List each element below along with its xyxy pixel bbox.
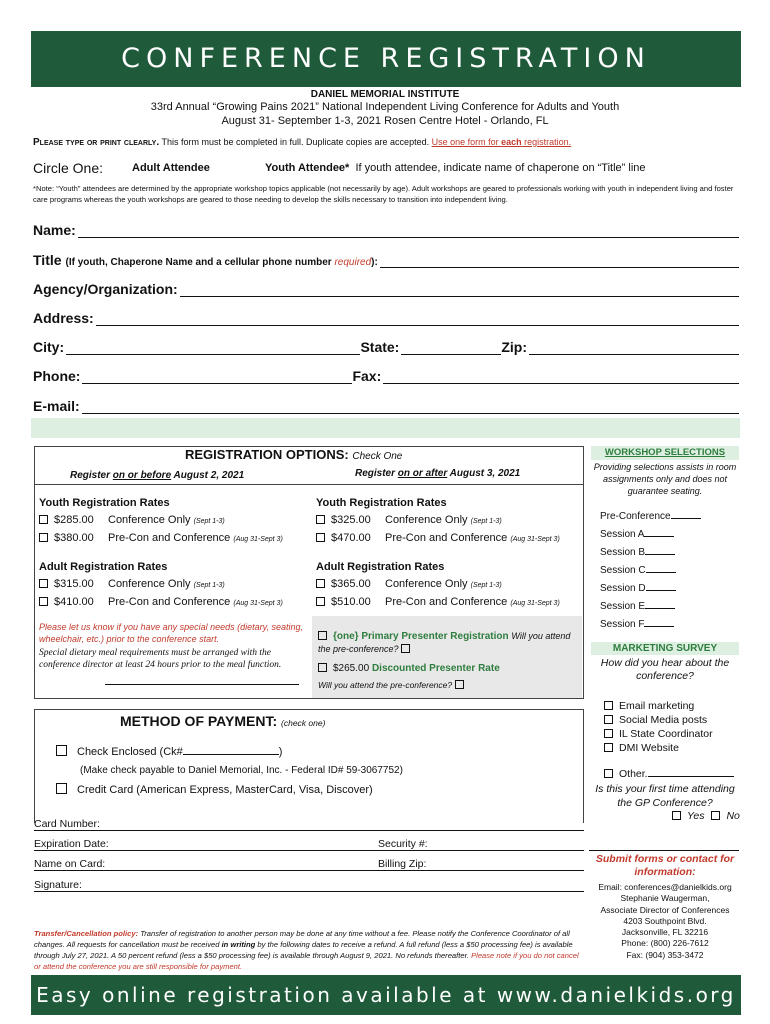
late-youth-precon-option[interactable]: $470.00 Pre-Con and Conference (Aug 31-Sept 3): [316, 532, 560, 544]
contact-heading: Submit forms or contact for information:: [595, 853, 735, 878]
checkbox[interactable]: [604, 743, 613, 752]
special-needs-text: Please let us know if you have any special needs (dietary, seating, wheelchair, etc.) prior to the conference start.: [39, 622, 303, 644]
zip-input[interactable]: [529, 340, 739, 355]
workshop-pre-conference[interactable]: Pre-Conference: [600, 511, 740, 529]
late-adult-heading: Adult Registration Rates: [316, 561, 445, 573]
late-adult-conf-option[interactable]: $365.00 Conference Only (Sept 1-3): [316, 578, 502, 590]
contact-email[interactable]: Email: conferences@danielkids.org: [598, 882, 732, 892]
adult-attendee-option[interactable]: Adult Attendee: [132, 162, 210, 174]
phone-fax-row: Phone: Fax:: [33, 364, 739, 384]
survey-option-dmi[interactable]: DMI Website: [604, 741, 713, 755]
pay-by-check-option[interactable]: Check Enclosed (Ck# ): [56, 745, 282, 758]
phone-input[interactable]: [82, 369, 352, 384]
page-title: CONFERENCE REGISTRATION: [31, 31, 741, 87]
title-field[interactable]: Title (If youth, Chaperone Name and a cellular phone number required):: [33, 248, 739, 268]
checkbox[interactable]: [672, 811, 681, 820]
checkbox[interactable]: [39, 533, 48, 542]
contact-phone: Phone: (800) 226-7612: [621, 938, 709, 949]
presenter-option[interactable]: {one} Primary Presenter Registration Will you attend the pre-conference?: [318, 631, 571, 654]
late-youth-heading: Youth Registration Rates: [316, 497, 447, 509]
survey-option-il-state[interactable]: IL State Coordinator: [604, 727, 713, 741]
rates-divider: [34, 484, 584, 485]
workshop-session-a[interactable]: Session A: [600, 529, 740, 547]
survey-question: How did you hear about the conference?: [600, 657, 730, 682]
late-youth-conf-option[interactable]: $325.00 Conference Only (Sept 1-3): [316, 514, 502, 526]
checkbox[interactable]: [318, 631, 327, 640]
early-adult-precon-option[interactable]: $410.00 Pre-Con and Conference (Aug 31-Sept 3): [39, 596, 283, 608]
checkbox[interactable]: [401, 644, 410, 653]
checkbox[interactable]: [316, 515, 325, 524]
divider-bar: [31, 418, 740, 438]
checkbox[interactable]: [604, 729, 613, 738]
state-input[interactable]: [401, 340, 501, 355]
agency-field[interactable]: Agency/Organization:: [33, 277, 739, 297]
early-deadline: Register on or before August 2, 2021: [70, 470, 245, 481]
survey-option-social[interactable]: Social Media posts: [604, 713, 713, 727]
expiration-field[interactable]: Expiration Date:: [34, 838, 584, 851]
first-time-question: Is this your first time attending the GP Conference?: [595, 783, 735, 809]
workshop-session-f[interactable]: Session F: [600, 619, 740, 637]
checkbox[interactable]: [56, 745, 67, 756]
billing-zip-label[interactable]: Billing Zip:: [378, 858, 427, 870]
early-youth-precon-option[interactable]: $380.00 Pre-Con and Conference (Aug 31-Sept 3): [39, 532, 283, 544]
first-time-yes[interactable]: Yes: [672, 810, 705, 822]
pay-by-card-option[interactable]: Credit Card (American Express, MasterCard, Visa, Discover): [56, 783, 373, 796]
checkbox[interactable]: [604, 715, 613, 724]
survey-option-other[interactable]: Other.: [604, 768, 734, 780]
checkbox[interactable]: [316, 533, 325, 542]
dietary-line[interactable]: [105, 684, 299, 685]
footer-banner[interactable]: Easy online registration available at www.danielkids.org: [31, 975, 741, 1015]
city-state-zip-row: City: State: Zip:: [33, 335, 739, 355]
cancellation-policy: Transfer/Cancellation policy: Transfer of registration to another person may be done at any time without a fee. Please notify the Conference Coordinator of all changes. All requests for cancellation must be received in writing by the following dates to receive a refund. A full refund (less a $50 processing fee) is available through July 27, 2021. A 50 percent refund (less a $50 processing fee) is available through August 9, 2021. No refunds thereafter. Please note if you do not cancel or attend the conference you are still responsible for payment.: [34, 929, 579, 971]
name-field[interactable]: Name:: [33, 218, 739, 238]
checkbox[interactable]: [711, 811, 720, 820]
checkbox[interactable]: [39, 515, 48, 524]
city-input[interactable]: [66, 340, 360, 355]
survey-heading: MARKETING SURVEY: [612, 643, 718, 654]
first-time-answers: [672, 810, 740, 822]
checkbox[interactable]: [604, 769, 613, 778]
fax-input[interactable]: [383, 369, 739, 384]
survey-option-email[interactable]: Email marketing: [604, 699, 713, 713]
early-adult-conf-option[interactable]: $315.00 Conference Only (Sept 1-3): [39, 578, 225, 590]
checkbox[interactable]: [316, 597, 325, 606]
youth-attendee-option[interactable]: Youth Attendee* If youth attendee, indicate name of chaperone on “Title” line: [265, 162, 646, 174]
date-line: August 31- September 1-3, 2021 Rosen Centre Hotel - Orlando, FL: [221, 115, 549, 127]
workshop-subtitle: Providing selections assists in room assignments only and does not guarantee seating.: [593, 462, 737, 496]
discount-question[interactable]: Will you attend the pre-conference?: [318, 680, 470, 690]
checkbox[interactable]: [318, 663, 327, 672]
checkbox[interactable]: [56, 783, 67, 794]
contact-fax: Fax: (904) 353-3472: [626, 949, 704, 960]
signature-field[interactable]: Signature:: [34, 879, 584, 892]
payment-heading: METHOD OF PAYMENT: (check one): [120, 713, 326, 729]
checkbox[interactable]: [604, 701, 613, 710]
workshop-session-b[interactable]: Session B: [600, 547, 740, 565]
event-line: 33rd Annual “Growing Pains 2021” National Independent Living Conference for Adults and Youth: [150, 101, 620, 113]
workshop-heading: WORKSHOP SELECTIONS: [604, 447, 726, 458]
registration-heading: REGISTRATION OPTIONS: Check One: [185, 447, 403, 462]
security-label[interactable]: Security #:: [378, 838, 428, 850]
address-field[interactable]: Address:: [33, 306, 739, 326]
name-on-card-field[interactable]: Name on Card:: [34, 858, 584, 871]
checkbox[interactable]: [39, 579, 48, 588]
contact-divider: [589, 850, 739, 851]
late-adult-precon-option[interactable]: $510.00 Pre-Con and Conference (Aug 31-Sept 3): [316, 596, 560, 608]
dietary-text: Special dietary meal requirements must be arranged with the conference director at least 24 hours prior to the meal function.: [39, 648, 282, 670]
checkbox[interactable]: [39, 597, 48, 606]
instructions: Please type or print clearly. This form must be completed in full. Duplicate copies are accepted. Use one form for each registration.: [33, 137, 572, 148]
workshop-session-c[interactable]: Session C: [600, 565, 740, 583]
checkbox[interactable]: [316, 579, 325, 588]
survey-options: [604, 699, 713, 755]
contact-info: Email: conferences@danielkids.org Stephanie Waugerman, Associate Director of Conferences 4203 Southpoint Blvd. Jacksonville, FL 32216 Phone: (800) 226-7612 Fax: (904) 353-3472: [589, 882, 741, 961]
check-note: (Make check payable to Daniel Memorial, Inc. - Federal ID# 59-3067752): [80, 765, 403, 776]
first-time-no[interactable]: No: [711, 810, 739, 822]
workshop-session-d[interactable]: Session D: [600, 583, 740, 601]
early-adult-heading: Adult Registration Rates: [39, 561, 168, 573]
youth-note: *Note: “Youth” attendees are determined by the appropriate workshop topics applicable (not necessarily by age). Adult workshops are geared to professionals working with youth in independent living and foster care programs whereas the youth workshops are geared to those needing to develop the skills necessary to transition into independent living.: [33, 184, 734, 204]
workshop-list: [600, 511, 740, 637]
early-youth-conf-option[interactable]: $285.00 Conference Only (Sept 1-3): [39, 514, 225, 526]
card-number-field[interactable]: Card Number:: [34, 818, 584, 831]
late-deadline: Register on or after August 3, 2021: [355, 468, 521, 479]
workshop-session-e[interactable]: Session E: [600, 601, 740, 619]
checkbox[interactable]: [455, 680, 464, 689]
email-field[interactable]: E-mail:: [33, 394, 739, 414]
discount-option[interactable]: $265.00 Discounted Presenter Rate: [318, 663, 500, 674]
org-name: DANIEL MEMORIAL INSTITUTE: [310, 89, 460, 100]
circle-one-label: Circle One:: [33, 160, 104, 176]
early-youth-heading: Youth Registration Rates: [39, 497, 170, 509]
